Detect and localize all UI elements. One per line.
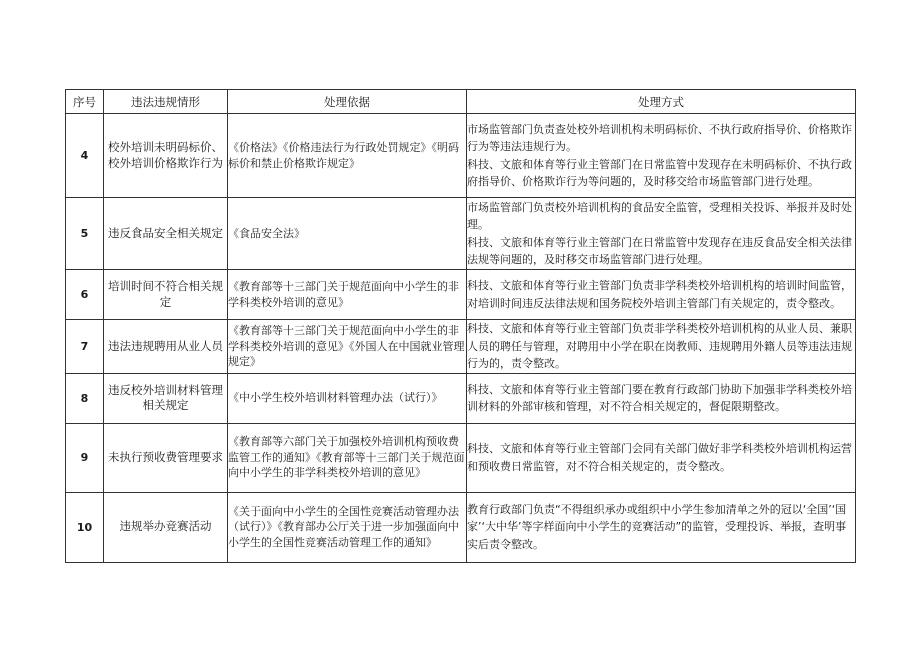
basis-cell: 《关于面向中小学生的全国性竞赛活动管理办法（试行）》《教育部办公厅关于进一步加强面向中小学生的全国性竞赛活动管理工作的通知》 — [228, 492, 467, 562]
table-row — [66, 492, 856, 562]
basis-cell: 《教育部等六部门关于加强校外培训机构预收费监管工作的通知》《教育部等十三部门关于规范面向中小学生的非学科类校外培训的意见》 — [228, 423, 467, 492]
violation-cell: 未执行预收费管理要求 — [104, 423, 228, 492]
action-cell — [467, 114, 856, 198]
action-paragraph: 科技、文旅和体育等行业主管部门会同有关部门做好非学科类校外培训机构运营和预收费日常监管，对不符合相关规定的，责令整改。 — [467, 442, 852, 473]
action-cell — [467, 198, 856, 270]
violation-cell: 违反校外培训材料管理相关规定 — [104, 373, 228, 423]
violation-cell: 校外培训未明码标价、校外培训价格欺诈行为 — [104, 114, 228, 198]
header-index: 序号 — [66, 90, 104, 114]
action-paragraph: 科技、文旅和体育等行业主管部门负责非学科类校外培训机构的培训时间监管，对培训时间违反法律法规和国务院校外培训主管部门有关规定的，责令整改。 — [467, 279, 852, 310]
basis-cell: 《价格法》《价格违法行为行政处罚规定》《明码标价和禁止价格欺诈规定》 — [228, 114, 467, 198]
action-paragraph: 市场监管部门负责校外培训机构的食品安全监管，受理相关投诉、举报并及时处理。 — [467, 200, 852, 231]
violation-cell: 培训时间不符合相关规定 — [104, 270, 228, 320]
table-row — [66, 320, 856, 374]
row-number: 4 — [66, 114, 104, 198]
header-action: 处理方式 — [467, 90, 856, 114]
violation-cell: 违规举办竞赛活动 — [104, 492, 228, 562]
action-paragraph: 科技、文旅和体育等行业主管部门要在教育行政部门协助下加强非学科类校外培训材料的外部审核和管理，对不符合相关规定的，督促限期整改。 — [467, 382, 852, 413]
violation-cell: 违法违规聘用从业人员 — [104, 320, 228, 374]
table-row — [66, 373, 856, 423]
basis-cell: 《食品安全法》 — [228, 198, 467, 270]
action-cell — [467, 423, 856, 492]
action-cell — [467, 320, 856, 374]
row-number: 9 — [66, 423, 104, 492]
action-paragraph: 市场监管部门负责查处校外培训机构未明码标价、不执行政府指导价、价格欺诈行为等违法违规行为。 — [467, 122, 852, 153]
violation-cell: 违反食品安全相关规定 — [104, 198, 228, 270]
table-row — [66, 270, 856, 320]
table-row — [66, 423, 856, 492]
row-number: 6 — [66, 270, 104, 320]
action-paragraph: 教育行政部门负责“不得组织承办或组织中小学生参加清单之外的冠以‘全国’‘国家’‘大中华’等字样面向中小学生的竞赛活动”的监管，受理投诉、举报，查明事实后责令整改。 — [467, 502, 847, 551]
row-number: 10 — [66, 492, 104, 562]
action-paragraph: 科技、文旅和体育等行业主管部门负责非学科类校外培训机构的从业人员、兼职人员的聘任与管理，对聘用中小学在职在岗教师、违规聘用外籍人员等违法违规行为的，责令整改。 — [467, 322, 852, 370]
action-cell — [467, 270, 856, 320]
row-number: 8 — [66, 373, 104, 423]
action-cell — [467, 373, 856, 423]
action-cell — [467, 492, 856, 562]
header-violation: 违法违规情形 — [104, 90, 228, 114]
enforcement-table — [65, 89, 856, 563]
table-row — [66, 198, 856, 270]
row-number: 5 — [66, 198, 104, 270]
action-paragraph: 科技、文旅和体育等行业主管部门在日常监管中发现存在未明码标价、不执行政府指导价、价格欺诈行为等问题的，及时移交给市场监管部门进行处理。 — [467, 157, 852, 188]
table-header-row — [66, 90, 856, 114]
table-row — [66, 114, 856, 198]
basis-cell: 《中小学生校外培训材料管理办法（试行）》 — [228, 373, 467, 423]
row-number: 7 — [66, 320, 104, 374]
basis-cell: 《教育部等十三部门关于规范面向中小学生的非学科类校外培训的意见》 — [228, 270, 467, 320]
basis-cell: 《教育部等十三部门关于规范面向中小学生的非学科类校外培训的意见》《外国人在中国就业管理规定》 — [228, 320, 467, 374]
header-basis: 处理依据 — [228, 90, 467, 114]
action-paragraph: 科技、文旅和体育等行业主管部门在日常监管中发现存在违反食品安全相关法律法规等问题的，及时移交市场监管部门进行处理。 — [467, 235, 852, 266]
